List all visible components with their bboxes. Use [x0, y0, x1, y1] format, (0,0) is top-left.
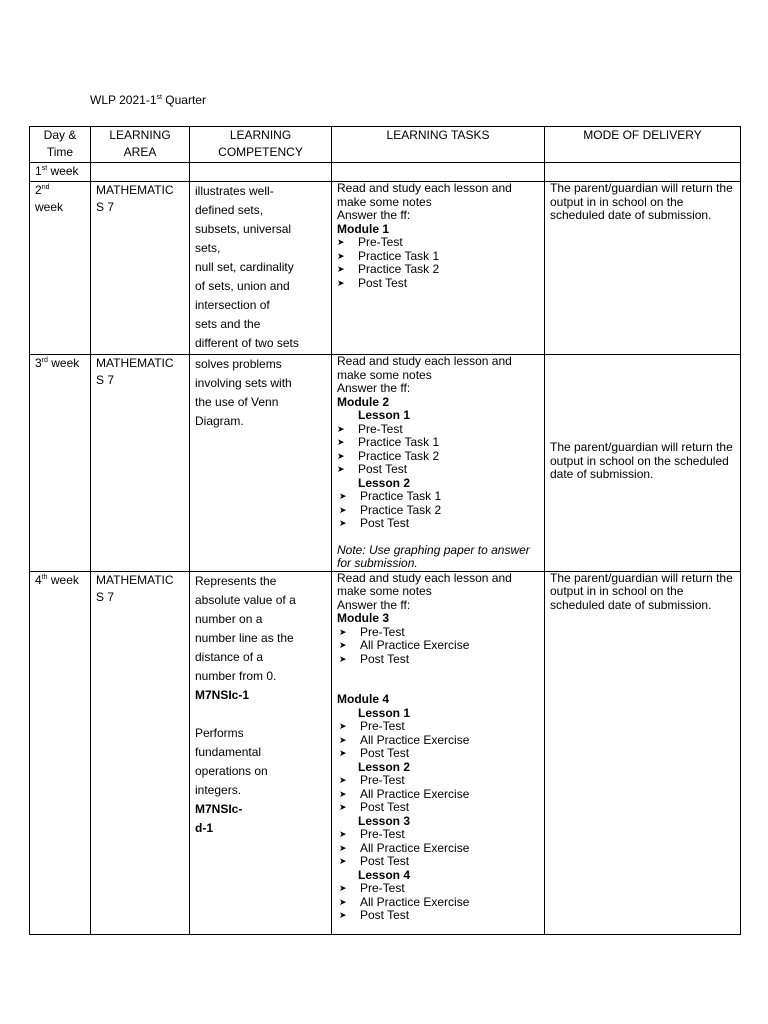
tasks-intro: Read and study each lesson and make some notes — [337, 354, 512, 382]
task-item: ➤ Post Test — [337, 275, 408, 290]
title-prefix: WLP 2021-1 — [90, 93, 157, 107]
tasks-cell — [332, 182, 545, 355]
delivery-cell: The parent/guardian will return the output in in school on the scheduled date of submission. — [545, 182, 741, 355]
arrow-bullet-icon: ➤ — [339, 626, 347, 637]
area-cell: MATHEMATIC S 7 — [91, 182, 190, 355]
header-row — [30, 127, 741, 163]
task-list — [337, 774, 539, 815]
task-item: ➤ Practice Task 2 — [339, 502, 442, 517]
lesson-label: Lesson 1 — [358, 408, 411, 422]
competency-line: the use of Venn — [195, 395, 279, 409]
arrow-bullet-icon: ➤ — [337, 464, 345, 474]
arrow-bullet-icon: ➤ — [339, 856, 347, 866]
competency-cell — [190, 355, 332, 572]
task-item: ➤ Pre-Test — [339, 773, 405, 787]
week-cell: 4th week — [30, 571, 91, 934]
task-list — [337, 236, 539, 290]
competency-cell — [190, 182, 332, 355]
competency-cell — [190, 571, 332, 934]
tasks-answer: Answer the ff: — [337, 597, 411, 612]
lesson-label: Lesson 1 — [358, 705, 411, 720]
task-item: ➤ All Practice Exercise — [339, 840, 470, 855]
tasks-answer: Answer the ff: — [337, 381, 411, 395]
competency-line: number line as the — [195, 630, 294, 645]
competency-line: operations on — [195, 763, 268, 778]
task-item: ➤ Post Test — [339, 908, 410, 922]
task-item: ➤ Pre-Test — [337, 235, 403, 249]
arrow-bullet-icon: ➤ — [339, 640, 347, 650]
module-label: Module 1 — [337, 221, 390, 236]
task-list — [337, 882, 539, 923]
competency-line: defined sets, — [195, 203, 264, 217]
tasks-intro: Read and study each lesson and make some notes — [337, 181, 512, 209]
competency-line: Represents the — [195, 573, 277, 588]
arrow-bullet-icon: ➤ — [339, 896, 347, 907]
arrow-bullet-icon: ➤ — [339, 910, 347, 920]
task-item: ➤ Post Test — [339, 516, 410, 530]
arrow-bullet-icon: ➤ — [339, 653, 347, 664]
arrow-bullet-icon: ➤ — [339, 883, 347, 893]
competency-line: number on a — [195, 611, 263, 626]
competency-code: M7NSIc- d-1 — [195, 801, 243, 835]
lesson-group — [337, 707, 539, 923]
table-row-week-4 — [30, 571, 741, 934]
tasks-cell — [332, 355, 545, 572]
tasks-answer: Answer the ff: — [337, 208, 411, 222]
arrow-bullet-icon: ➤ — [339, 748, 347, 758]
arrow-bullet-icon: ➤ — [339, 775, 347, 785]
empty-cell — [332, 163, 545, 182]
competency-line: intersection of — [195, 298, 270, 312]
module-label: Module 3 — [337, 611, 390, 625]
header-tasks: LEARNING TASKS — [332, 127, 545, 163]
competency-line: subsets, universal — [195, 222, 292, 236]
task-item: ➤ Pre-Test — [337, 421, 403, 436]
area-cell: MATHEMATIC S 7 — [91, 571, 190, 934]
week-cell: 1st week — [30, 163, 91, 182]
lesson-label: Lesson 2 — [358, 475, 411, 490]
wlp-table — [29, 126, 741, 935]
lesson-label: Lesson 3 — [358, 813, 411, 828]
module-label: Module 4 — [337, 692, 390, 706]
title-sup: st — [156, 94, 162, 101]
task-item: ➤ All Practice Exercise — [339, 894, 470, 909]
table-row-week-2 — [30, 182, 741, 355]
competency-line: of sets, union and — [195, 279, 290, 293]
header-day: Day & Time — [30, 127, 91, 163]
competency-line: solves problems — [195, 357, 282, 371]
competency-code: M7NSIc-1 — [195, 687, 250, 702]
task-item: ➤ Pre-Test — [339, 719, 405, 733]
delivery-text: The parent/guardian will return the output in school on the scheduled date of submission. — [550, 440, 733, 481]
arrow-bullet-icon: ➤ — [339, 829, 347, 839]
module-label: Module 2 — [337, 394, 390, 409]
arrow-bullet-icon: ➤ — [339, 842, 347, 853]
task-list — [337, 423, 539, 477]
task-item: ➤ All Practice Exercise — [339, 786, 470, 801]
competency-line: number from 0. — [195, 668, 277, 683]
empty-cell — [545, 163, 741, 182]
arrow-bullet-icon: ➤ — [339, 504, 347, 515]
arrow-bullet-icon: ➤ — [337, 237, 345, 247]
competency-line: different of two sets — [195, 336, 299, 350]
competency-line: involving sets with — [195, 376, 292, 390]
task-item: ➤ All Practice Exercise — [339, 638, 470, 652]
week-cell: 2nd week — [30, 182, 91, 355]
header-competency: LEARNING COMPETENCY — [190, 127, 332, 163]
competency-line: fundamental — [195, 744, 262, 759]
table-row-week-3 — [30, 355, 741, 572]
header-delivery: MODE OF DELIVERY — [545, 127, 741, 163]
task-item: ➤ Post Test — [339, 854, 410, 868]
empty-cell — [91, 163, 190, 182]
task-item: ➤ Post Test — [339, 651, 410, 666]
lesson-label: Lesson 4 — [358, 867, 411, 882]
task-item: ➤ Post Test — [337, 462, 408, 476]
competency-line: Performs — [195, 725, 244, 740]
arrow-bullet-icon: ➤ — [337, 277, 345, 288]
arrow-bullet-icon: ➤ — [337, 423, 345, 434]
task-item: ➤ Pre-Test — [339, 827, 405, 841]
task-item: ➤ All Practice Exercise — [339, 732, 470, 747]
competency-line: distance of a — [195, 649, 264, 664]
task-item: ➤ Practice Task 1 — [337, 248, 440, 263]
task-list — [337, 828, 539, 869]
tasks-intro: Read and study each lesson and make some notes — [337, 570, 512, 598]
arrow-bullet-icon: ➤ — [339, 518, 347, 528]
task-list — [337, 490, 539, 531]
competency-line: null set, cardinality — [195, 260, 294, 274]
week-cell: 3rd week — [30, 355, 91, 572]
arrow-bullet-icon: ➤ — [339, 802, 347, 812]
competency-line: sets, — [195, 241, 221, 255]
competency-line: absolute value of a — [195, 592, 296, 607]
competency-line: integers. — [195, 782, 242, 797]
task-item: ➤ Practice Task 2 — [337, 262, 440, 276]
arrow-bullet-icon: ➤ — [337, 450, 345, 461]
arrow-bullet-icon: ➤ — [337, 250, 345, 261]
task-item: ➤ Pre-Test — [339, 624, 405, 639]
competency-text — [195, 724, 326, 800]
arrow-bullet-icon: ➤ — [339, 721, 347, 731]
task-item: ➤ Practice Task 2 — [337, 448, 440, 463]
empty-cell — [190, 163, 332, 182]
lesson-label: Lesson 2 — [358, 759, 411, 774]
delivery-cell — [545, 355, 741, 572]
title-suffix: Quarter — [161, 93, 206, 107]
competency-text — [195, 572, 326, 686]
note-text: Note: Use graphing paper to answer for submission. — [337, 542, 530, 570]
page-title — [90, 93, 206, 107]
arrow-bullet-icon: ➤ — [337, 264, 345, 274]
arrow-bullet-icon: ➤ — [337, 437, 345, 447]
arrow-bullet-icon: ➤ — [339, 788, 347, 799]
competency-line: Diagram. — [195, 414, 244, 428]
competency-line: illustrates well- — [195, 184, 274, 198]
area-cell: MATHEMATIC S 7 — [91, 355, 190, 572]
task-item: ➤ Practice Task 1 — [337, 435, 440, 449]
task-list — [337, 720, 539, 761]
table-row-week-1 — [30, 163, 741, 182]
tasks-cell — [332, 571, 545, 934]
header-area: LEARNING AREA — [91, 127, 190, 163]
competency-line: sets and the — [195, 317, 261, 331]
task-item: ➤ Pre-Test — [339, 881, 405, 895]
delivery-cell: The parent/guardian will return the output in in school on the scheduled date of submission. — [545, 571, 741, 934]
task-list — [337, 626, 539, 667]
arrow-bullet-icon: ➤ — [339, 734, 347, 745]
task-item: ➤ Practice Task 1 — [339, 489, 442, 503]
task-item: ➤ Post Test — [339, 746, 410, 760]
task-item: ➤ Post Test — [339, 800, 410, 814]
arrow-bullet-icon: ➤ — [339, 491, 347, 501]
